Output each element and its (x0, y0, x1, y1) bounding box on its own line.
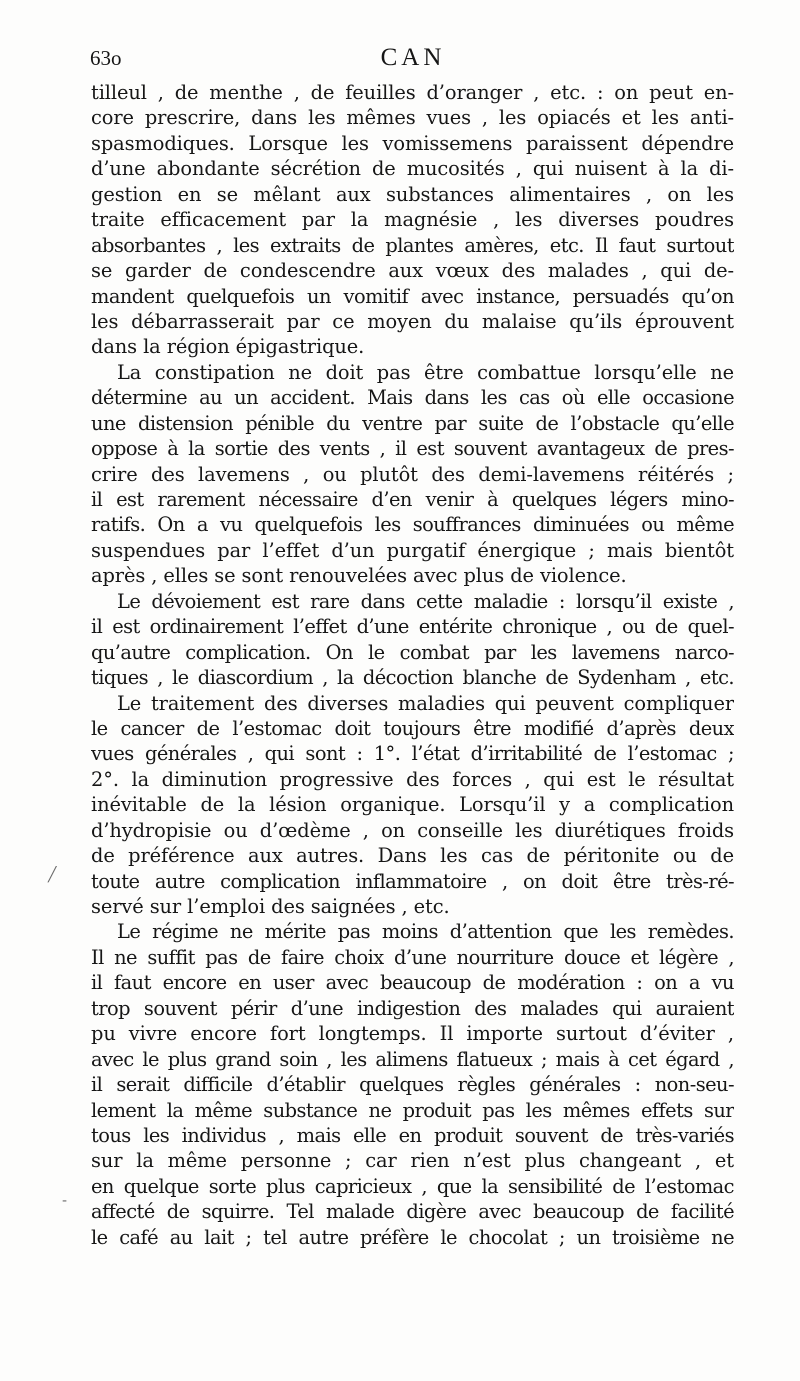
text-line: sur la même personne ; car rien n’est plus changeant , et (91, 1149, 734, 1173)
text-line: tous les individus , mais elle en produit souvent de très-variés (91, 1123, 734, 1147)
text-line: les débarrasserait par ce moyen du malaise qu’ils éprouvent (91, 309, 734, 333)
text-line: après , elles se sont renouvelées avec plus de violence. (91, 564, 627, 588)
text-line: avec le plus grand soin , les alimens flatueux ; mais à cet égard , (91, 1047, 734, 1071)
text-line: absorbantes , les extraits de plantes amères, etc. Il faut surtout (91, 233, 734, 257)
text-line: une distension pénible du ventre par suite de l’obstacle qu’elle (91, 411, 734, 435)
margin-mark: - (62, 1193, 68, 1209)
paragraph-start-line: La constipation ne doit pas être combattue lorsqu’elle ne (117, 360, 734, 384)
text-line: mandent quelquefois un vomitif avec instance, persuadés qu’on (91, 284, 734, 308)
text-line: gestion en se mêlant aux substances alimentaires , on les (91, 182, 734, 206)
text-line: spasmodiques. Lorsque les vomissemens paraissent dépendre (91, 131, 734, 155)
text-line: toute autre complication inflammatoire , on doit être très-ré- (91, 869, 734, 893)
text-line: core prescrire, dans les mêmes vues , les opiacés et les anti- (91, 106, 734, 130)
text-line: ratifs. On a vu quelquefois les souffrances diminuées ou même (91, 513, 734, 537)
text-line: crire des lavemens , ou plutôt des demi-lavemens réitérés ; (91, 462, 734, 486)
text-line: qu’autre complication. On le combat par les lavemens narco- (91, 640, 734, 664)
text-line: traite efficacement par la magnésie , les diverses poudres (91, 208, 734, 232)
text-line: se garder de condescendre aux vœux des malades , qui de- (91, 259, 734, 283)
text-line: il est rarement nécessaire d’en venir à quelques légers mino- (91, 488, 734, 511)
text-line: vues générales , qui sont : 1°. l’état d’irritabilité de l’estomac ; (91, 742, 734, 766)
margin-mark: ╱ (48, 867, 57, 883)
text-line: le cancer de l’estomac doit toujours être modifié d’après deux (91, 716, 734, 740)
text-line: trop souvent périr d’une indigestion des malades qui auraient (91, 996, 734, 1020)
text-line: affecté de squirre. Tel malade digère avec beaucoup de facilité (91, 1200, 734, 1224)
body-text (91, 80, 734, 1250)
page-number: 63o (90, 46, 122, 70)
text-line: d’hydropisie ou d’œdème , on conseille les diurétiques froids (91, 818, 734, 842)
text-line: il serait difficile d’établir quelques règles générales : non-seu- (91, 1073, 734, 1097)
text-line: Il ne suffit pas de faire choix d’une nourriture douce et légère , (91, 945, 734, 969)
text-line: tiques , le diascordium , la décoction blanche de Sydenham , etc. (91, 666, 734, 690)
running-head: CAN (380, 44, 446, 71)
text-line: tilleul , de menthe , de feuilles d’oranger , etc. : on peut en- (91, 81, 734, 104)
paragraph-start-line: Le traitement des diverses maladies qui peuvent compliquer (117, 691, 734, 715)
text-line: de préférence aux autres. Dans les cas de péritonite ou de (91, 844, 734, 868)
paragraph-start-line: Le dévoiement est rare dans cette maladie : lorsqu’il existe , (117, 589, 734, 613)
text-line: dans la région épigastrique. (91, 335, 365, 359)
paragraph-start-line: Le régime ne mérite pas moins d’attention que les remèdes. (117, 920, 734, 944)
text-line: pu vivre encore fort longtemps. Il importe surtout d’éviter , (91, 1022, 734, 1046)
text-line: suspendues par l’effet d’un purgatif énergique ; mais bientôt (91, 538, 734, 562)
text-line: d’une abondante sécrétion de mucosités , qui nuisent à la di- (91, 157, 734, 181)
text-line: il est ordinairement l’effet d’une entérite chronique , ou de quel- (91, 615, 734, 639)
text-line: détermine au un accident. Mais dans les cas où elle occasione (91, 386, 734, 410)
text-line: il faut encore en user avec beaucoup de modération : on a vu (91, 971, 734, 995)
text-line: oppose à la sortie des vents , il est souvent avantageux de pres- (91, 437, 734, 461)
text-line: 2°. la diminution progressive des forces , qui est le résultat (91, 767, 734, 791)
text-line: en quelque sorte plus capricieux , que la sensibilité de l’estomac (91, 1174, 734, 1198)
text-line: le café au lait ; tel autre préfère le chocolat ; un troisième ne (91, 1225, 734, 1249)
text-line: servé sur l’emploi des saignées , etc. (91, 895, 450, 918)
text-line: lement la même substance ne produit pas les mêmes effets sur (91, 1098, 734, 1122)
text-line: inévitable de la lésion organique. Lorsqu’il y a complication (91, 793, 734, 817)
